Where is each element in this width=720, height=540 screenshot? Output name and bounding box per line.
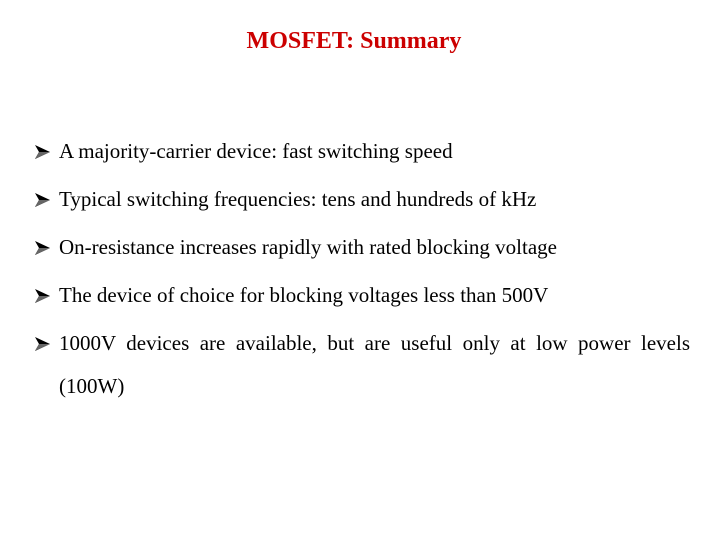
bullet-item <box>34 137 690 166</box>
arrow-bullet-icon <box>34 336 51 352</box>
slide-title: MOSFET: Summary <box>246 28 462 54</box>
bullet-item <box>34 233 690 262</box>
arrow-bullet-icon <box>34 288 51 304</box>
bullet-item <box>34 185 690 214</box>
bullet-item <box>34 281 690 310</box>
bullet-text: Typical switching frequencies: tens and hundreds of kHz <box>59 187 537 211</box>
arrow-bullet-icon <box>34 192 51 208</box>
arrow-bullet-icon <box>34 144 51 160</box>
bullet-list <box>34 137 690 427</box>
bullet-text: The device of choice for blocking voltages less than 500V <box>59 283 549 307</box>
bullet-text: A majority-carrier device: fast switching speed <box>59 139 453 163</box>
bullet-text: On-resistance increases rapidly with rated blocking voltage <box>59 235 557 259</box>
bullet-text: 1000V devices are available, but are useful only at low power levels (100W) <box>59 331 690 398</box>
bullet-item <box>34 322 690 408</box>
arrow-bullet-icon <box>34 240 51 256</box>
